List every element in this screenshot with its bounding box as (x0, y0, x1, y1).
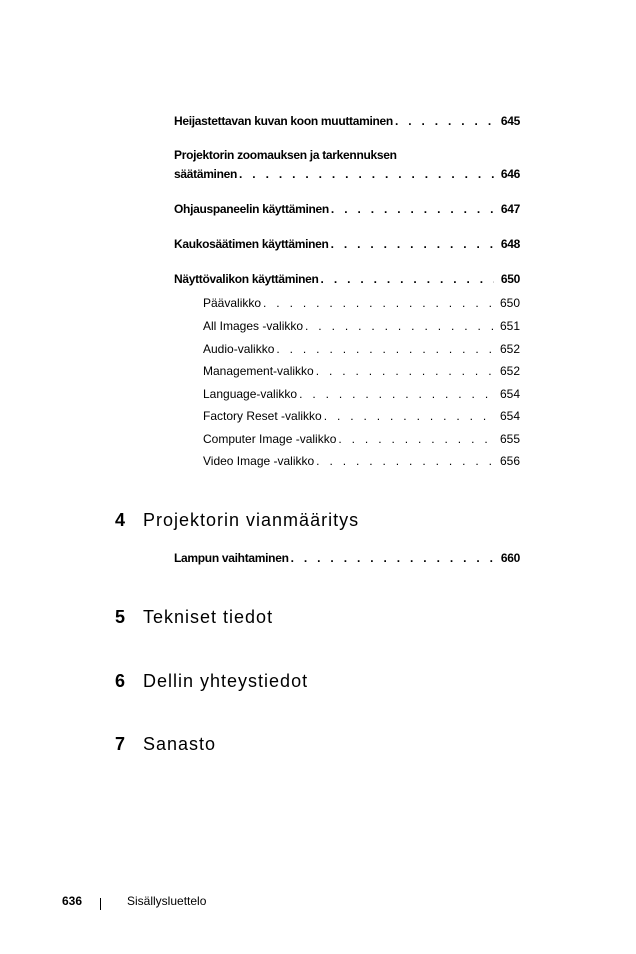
chapter-heading[interactable] (115, 509, 359, 531)
toc-subentry[interactable] (203, 296, 520, 310)
toc-entry-page: 660 (500, 551, 520, 565)
toc-subentry-title: Language-valikko (203, 387, 298, 401)
dot-leader (324, 409, 494, 423)
toc-entry[interactable] (174, 167, 520, 181)
dot-leader (338, 432, 494, 446)
toc-entry-title: Näyttövalikon käyttäminen (174, 272, 319, 286)
chapter-title: Dellin yhteystiedot (143, 671, 309, 691)
toc-subentry-page: 652 (499, 342, 520, 356)
toc-subentry[interactable] (203, 364, 520, 378)
dot-leader (395, 114, 494, 128)
toc-subentry-title: Video Image -valikko (203, 454, 315, 468)
toc-entry-page: 645 (500, 114, 520, 128)
toc-subentry-title: Management-valikko (203, 364, 314, 378)
dot-leader (239, 167, 494, 181)
toc-entry[interactable] (174, 202, 520, 216)
toc-entry[interactable] (174, 272, 520, 286)
chapter-title: Sanasto (143, 734, 217, 754)
dot-leader (331, 237, 494, 251)
toc-subentry[interactable] (203, 409, 520, 423)
toc-entry-page: 648 (500, 237, 520, 251)
dot-leader (263, 296, 494, 310)
toc-subentry-title: Päävalikko (203, 296, 262, 310)
toc-subentry-page: 654 (499, 409, 520, 423)
chapter-heading[interactable] (115, 670, 308, 692)
toc-subentry[interactable] (203, 342, 520, 356)
toc-entry[interactable] (174, 114, 520, 128)
toc-entry[interactable] (174, 237, 520, 251)
toc-entry-title: säätäminen (174, 167, 238, 181)
dot-leader (291, 551, 494, 565)
chapter-title: Tekniset tiedot (143, 607, 274, 627)
chapter-title: Projektorin vianmääritys (143, 510, 360, 530)
toc-entry-title: Heijastettavan kuvan koon muuttaminen (174, 114, 393, 128)
dot-leader (331, 202, 494, 216)
chapter-heading[interactable] (115, 606, 273, 628)
toc-subentry[interactable] (203, 454, 520, 468)
toc-subentry[interactable] (203, 319, 520, 333)
toc-entry[interactable] (174, 551, 520, 565)
footer-page-number: 636 (62, 894, 83, 908)
toc-entry-page: 647 (500, 202, 520, 216)
toc-subentry[interactable] (203, 387, 520, 401)
dot-leader (316, 364, 494, 378)
chapter-number: 7 (115, 734, 126, 754)
toc-entry-page: 646 (500, 167, 520, 181)
dot-leader (299, 387, 494, 401)
toc-subentry-page: 650 (499, 296, 520, 310)
toc-entry-title: Ohjauspaneelin käyttäminen (174, 202, 329, 216)
toc-subentry-page: 651 (499, 319, 520, 333)
toc-entry-page: 650 (500, 272, 520, 286)
footer-separator (100, 898, 101, 910)
toc-subentry-page: 654 (499, 387, 520, 401)
toc-subentry[interactable] (203, 432, 520, 446)
chapter-number: 4 (115, 510, 126, 530)
chapter-heading[interactable] (115, 733, 216, 755)
toc-subentry-page: 652 (499, 364, 520, 378)
dot-leader (321, 272, 494, 286)
toc-entry-title: Lampun vaihtaminen (174, 551, 289, 565)
toc-subentry-title: All Images -valikko (203, 319, 304, 333)
chapter-number: 5 (115, 607, 126, 627)
footer-section-label: Sisällysluettelo (127, 894, 207, 908)
toc-subentry-page: 656 (499, 454, 520, 468)
dot-leader (276, 342, 494, 356)
toc-entry-title-line1: Projektorin zoomauksen ja tarkennuksen (174, 148, 397, 162)
chapter-number: 6 (115, 671, 126, 691)
toc-entry-title: Kaukosäätimen käyttäminen (174, 237, 329, 251)
toc-subentry-title: Factory Reset -valikko (203, 409, 322, 423)
toc-subentry-page: 655 (499, 432, 520, 446)
dot-leader (305, 319, 494, 333)
toc-subentry-title: Computer Image -valikko (203, 432, 337, 446)
dot-leader (316, 454, 494, 468)
toc-subentry-title: Audio-valikko (203, 342, 275, 356)
